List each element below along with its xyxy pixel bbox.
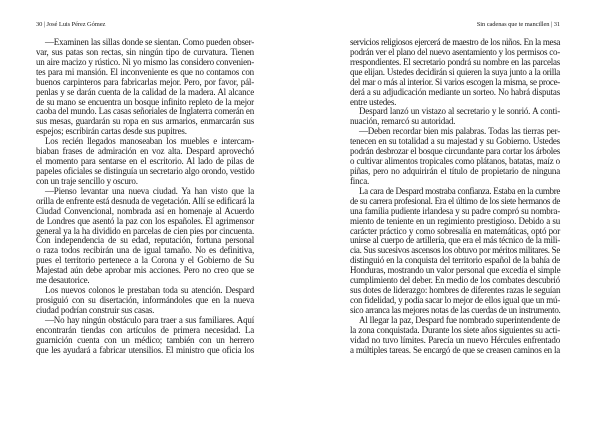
text-line: espejos; escribirán cartas desde sus pupitres. [36, 126, 187, 137]
text-line: Los nuevos colonos le prestaban toda su atención. Despard [45, 285, 254, 296]
text-line: buenos carpinteros para fabricarlas mejor. Pero, por favor, pál- [36, 76, 254, 87]
text-line: penlas y se darán cuenta de la calidad de la madera. Al alcance [36, 86, 254, 97]
paragraph [350, 187, 560, 316]
text-line: con un traje sencillo y oscuro. [36, 175, 138, 186]
paragraph [36, 316, 254, 356]
text-line: finca. [350, 175, 370, 186]
text-line: —Deben recordar bien mis palabras. Todas las tierras per- [359, 126, 560, 137]
paragraph [36, 137, 254, 187]
text-line: sus dotes de liderazgo: hombres de diferentes razas le seguían [350, 285, 561, 296]
text-line: a múltiples tareas. Se encargó de que se creasen caminos en la [350, 344, 560, 355]
text-line: cumplimiento del deber. En medio de los combates descubrió [350, 275, 560, 286]
text-line: podrán desbrozar el bosque circundante para cortar los árboles [350, 146, 560, 157]
text-line: servicios religiosos ejercerá de maestro de los niños. En la mesa [350, 37, 560, 47]
right-page-body [350, 38, 560, 356]
paragraph [350, 107, 560, 127]
text-line: Despard lanzó un vistazo al secretario y le sonrió. A conti- [359, 106, 560, 117]
text-line: —Examinen las sillas donde se sientan. Como pueden obser- [45, 37, 254, 47]
text-line: sus mesas, guardarán su ropa en sus armarios, enmarcarán sus [36, 116, 254, 127]
paragraph [350, 38, 560, 107]
text-line: Los recién llegados manoseaban los muebles e intercam- [45, 136, 254, 147]
text-line: sico arranca las mejores notas de las cuerdas de un instrumento. [350, 304, 561, 315]
text-line: tenecen en su totalidad a su majestad y su Gobierno. Ustedes [350, 136, 560, 147]
paragraph [36, 286, 254, 316]
text-line: Al llegar la paz, Despard fue nombrado superintendente de [359, 314, 560, 325]
paragraph [36, 187, 254, 286]
text-line: general ya la ha dividido en parcelas de cien pies por cincuenta. [36, 225, 254, 236]
text-line: biaban frases de admiración en voz alta. Despard aprovechó [36, 146, 254, 157]
right-page [300, 0, 600, 425]
running-header-right: Sin cadenas que te mancillen | 31 [476, 21, 560, 28]
paragraph [350, 127, 560, 187]
text-line: —No hay ningún obstáculo para traer a sus familiares. Aquí [45, 314, 254, 325]
text-line: piñas, pero no adquirirán el título de propietario de ninguna [350, 165, 560, 176]
text-line: rrespondientes. El secretario pondrá su nombre en las parcelas [350, 56, 560, 67]
text-line: o cultivar alimentos tropicales como plátanos, batatas, maíz o [350, 156, 560, 167]
text-line: o raza todos recibirán una de igual tamaño. No es definitiva, [36, 245, 254, 256]
text-line: una familia pudiente irlandesa y su padre compró su nombra- [350, 205, 560, 216]
text-line: pues el territorio pertenece a la Corona y el Gobierno de Su [36, 255, 254, 266]
text-line: del mar o más al interior. Si varios escogen la misma, se proce- [350, 76, 560, 87]
text-line: —Pienso levantar una nueva ciudad. Ya han visto que la [45, 185, 254, 196]
text-line: que les ayudará a fabricar utensilios. El ministro que oficia los [36, 344, 254, 355]
text-line: unirse al cuerpo de artillería, que era el más técnico de la mili- [350, 235, 560, 246]
text-line: la zona conquistada. Durante los siete años siguientes su acti- [350, 324, 560, 335]
text-line: vidad no tuvo límites. Parecía un nuevo Hércules enfrentado [350, 334, 560, 345]
text-line: de su carrera profesional. Era el último de los siete hermanos de [350, 195, 560, 206]
text-line: entre ustedes. [350, 96, 397, 107]
text-line: con fidelidad, y podía sacar lo mejor de ellos igual que un mú- [350, 294, 560, 305]
text-line: var, sus patas son rectas, sin ningún tipo de curvatura. Tienen [36, 46, 254, 57]
text-line: distinguió en la conquista del territorio español de la bahía de [350, 255, 560, 266]
text-line: papeles oficiales se distinguía un secretario algo orondo, vestido [36, 165, 255, 176]
text-line: podrán ver el plano del nuevo asentamiento y los permisos co- [350, 46, 560, 57]
text-line: orilla de enfrente está desnuda de vegetación. Allí se edificará la [36, 195, 255, 206]
text-line: nuación, remarcó su autoridad. [350, 116, 456, 127]
text-line: ciudad podrían construir sus casas. [36, 304, 155, 315]
text-line: Ciudad Convencional, nombrada así en homenaje al Acuerdo [36, 205, 254, 216]
text-line: Majestad aún debe aprobar mis acciones. Pero no creo que se [36, 265, 254, 276]
text-line: Con independencia de su edad, reputación, fortuna personal [36, 235, 254, 246]
text-line: carácter práctico y como sobresalía en matemáticas, optó por [350, 225, 560, 236]
text-line: tes para mi mansión. El inconveniente es que no contamos con [36, 66, 254, 77]
text-line: miento de teniente en un regimiento prestigioso. Debido a su [350, 215, 560, 226]
text-line: un aire macizo y rústico. Ni yo mismo las considero convenien- [36, 56, 254, 67]
text-line: de Londres que asentó la paz con los españoles. El agrimensor [36, 215, 254, 226]
running-header-left: 30 | José Luis Pérez Gómez [36, 21, 106, 28]
text-line: me desautorice. [36, 275, 90, 286]
text-line: Honduras, mostrando un valor personal que excedía el simple [350, 265, 561, 276]
text-line: de su mano se encuentra un bosque infinito repleto de la mejor [36, 96, 254, 107]
left-page-body [36, 38, 254, 356]
text-line: que elijan. Ustedes decidirán si quieren la suya junto a la orilla [350, 66, 560, 77]
text-line: caoba del mundo. Las casas señoriales de Inglaterra comerán en [36, 106, 254, 117]
text-line: derá a su adjudicación mediante un sorteo. No habrá disputas [350, 86, 560, 97]
text-line: La cara de Despard mostraba confianza. Estaba en la cumbre [359, 185, 560, 196]
text-line: encontrarán tiendas con artículos de primera necesidad. La [36, 324, 254, 335]
text-line: el momento para sentarse en el escritorio. Al lado de pilas de [36, 156, 254, 167]
text-line: guarnición cuenta con un médico; también con un herrero [36, 334, 254, 345]
paragraph [350, 316, 560, 356]
text-line: prosiguió con su disertación, informándoles que en la nueva [36, 294, 254, 305]
text-line: cia. Sus sucesivos ascensos los obtuvo por méritos militares. Se [350, 245, 561, 256]
paragraph [36, 38, 254, 137]
